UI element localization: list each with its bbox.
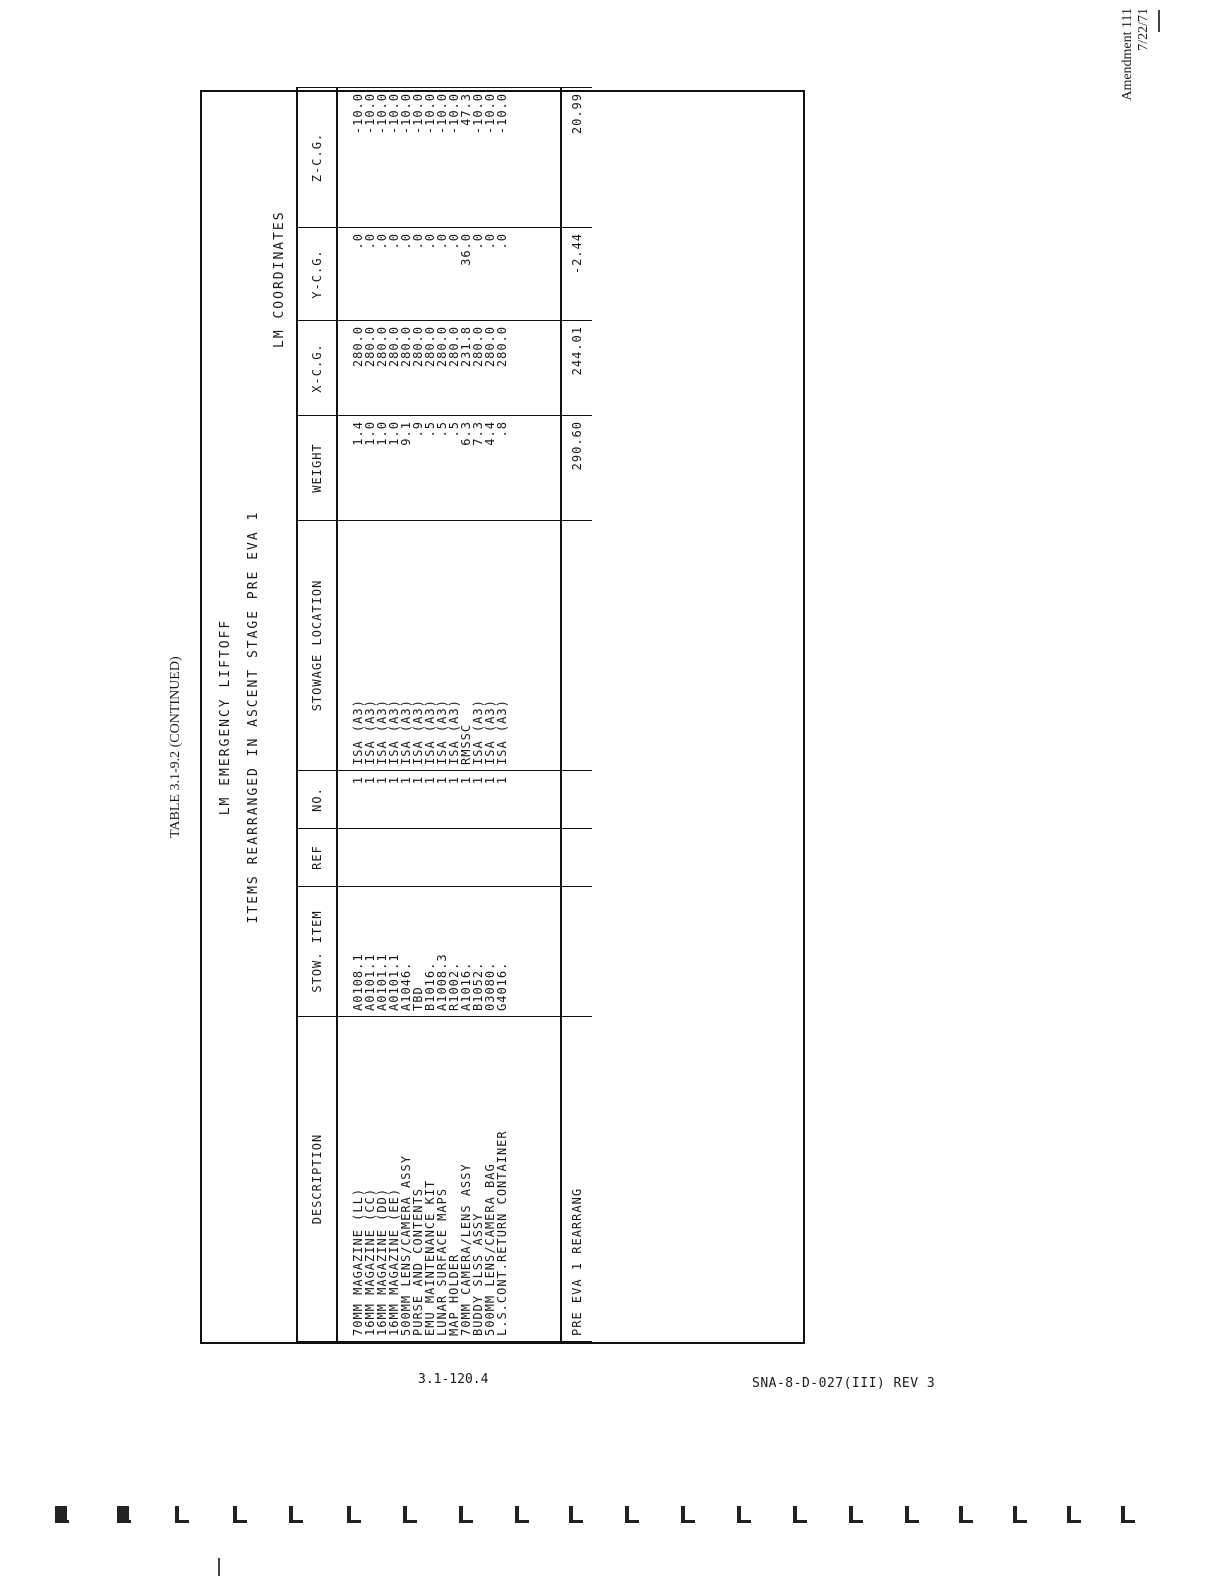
cell-stowage-location: ISA (A3): [448, 521, 460, 771]
cell-stowage-location: ISA (A3): [400, 521, 412, 771]
cell-stow-item: A1016.: [460, 887, 472, 1017]
scan-mark: [1158, 10, 1160, 32]
cell-x-cg: 280.0: [337, 321, 364, 416]
cell-no: 1: [448, 771, 460, 829]
film-mark: [289, 1506, 303, 1524]
cell-no: 1: [472, 771, 484, 829]
cell-stow-item: R1002.: [448, 887, 460, 1017]
cell-ref: [472, 829, 484, 887]
cell-y-cg: .0: [376, 228, 388, 321]
cell-z-cg: -10.0: [496, 88, 508, 228]
cell-weight: 1.0: [376, 416, 388, 521]
cell-no: 1: [376, 771, 388, 829]
amendment-label: Amendment 111: [1120, 8, 1135, 101]
cell-y-cg: .0: [436, 228, 448, 321]
cell-ref: [484, 829, 496, 887]
cell-ref: [400, 829, 412, 887]
cell-weight: .8: [496, 416, 508, 521]
cell-description: MAP HOLDER: [448, 1017, 460, 1342]
cell-weight: 9.1: [400, 416, 412, 521]
film-mark: [625, 1506, 639, 1524]
spacer-cell: [508, 1017, 561, 1342]
table-title: TABLE 3.1-9.2 (CONTINUED): [168, 656, 183, 838]
table-row: [337, 88, 364, 1342]
cell-z-cg: -10.0: [376, 88, 388, 228]
cell-weight: .5: [424, 416, 436, 521]
cell-stowage-location: ISA (A3): [484, 521, 496, 771]
cell-weight: 1.0: [364, 416, 376, 521]
table-row: [448, 88, 460, 1342]
cell-y-cg: .0: [496, 228, 508, 321]
spacer-cell: [508, 228, 561, 321]
film-mark: [55, 1506, 69, 1524]
cell-description: 16MM MAGAZINE (DD): [376, 1017, 388, 1342]
film-mark: [849, 1506, 863, 1524]
cell-no: 1: [436, 771, 448, 829]
cell-y-cg: .0: [448, 228, 460, 321]
cell-stow-item: TBD: [412, 887, 424, 1017]
film-mark: [1067, 1506, 1081, 1524]
cell-x-cg: 280.0: [496, 321, 508, 416]
cell-z-cg: -10.0: [412, 88, 424, 228]
cell-description: 500MM LENS/CAMERA BAG: [484, 1017, 496, 1342]
cell-ref: [496, 829, 508, 887]
cell-y-cg: .0: [364, 228, 376, 321]
cell-z-cg: -10.0: [448, 88, 460, 228]
cell-weight: .5: [436, 416, 448, 521]
film-mark: [681, 1506, 695, 1524]
cell-stow-item: A0101.1: [376, 887, 388, 1017]
table-header-row: [297, 88, 337, 1342]
cell-stow-item: A0101.1: [364, 887, 376, 1017]
cell-stow-item: B1016.: [424, 887, 436, 1017]
cell-x-cg: 280.0: [388, 321, 400, 416]
cell-stowage-location: ISA (A3): [412, 521, 424, 771]
cell-ref: [376, 829, 388, 887]
spacer-cell: [508, 771, 561, 829]
cell-no: 1: [400, 771, 412, 829]
cell-stowage-location: ISA (A3): [472, 521, 484, 771]
cell-x-cg: 280.0: [400, 321, 412, 416]
cell-z-cg: -10.0: [388, 88, 400, 228]
cell-z-cg: -10.0: [400, 88, 412, 228]
cell-ref: [436, 829, 448, 887]
table-total-row: [561, 88, 592, 1342]
stowage-table-frame: [200, 90, 805, 1344]
cell-stow-item: A0101.1: [388, 887, 400, 1017]
cell-no: 1: [388, 771, 400, 829]
cell-description: 70MM MAGAZINE (LL): [337, 1017, 364, 1342]
cell-ref: [460, 829, 472, 887]
film-mark: [515, 1506, 529, 1524]
table-heading-1: LM EMERGENCY LIFTOFF: [218, 618, 233, 816]
cell-ref: [364, 829, 376, 887]
scan-mark: [218, 1558, 220, 1576]
cell-z-cg: -10.0: [484, 88, 496, 228]
total-blank-stowage: [561, 521, 592, 771]
table-row: [496, 88, 508, 1342]
cell-weight: 1.0: [388, 416, 400, 521]
col-y-cg: Y-C.G.: [297, 228, 337, 321]
cell-y-cg: .0: [400, 228, 412, 321]
cell-y-cg: .0: [337, 228, 364, 321]
cell-description: 16MM MAGAZINE (EE): [388, 1017, 400, 1342]
stowage-table: [296, 87, 592, 1342]
cell-description: 70MM CAMERA/LENS ASSY: [460, 1017, 472, 1342]
film-mark: [347, 1506, 361, 1524]
cell-ref: [448, 829, 460, 887]
cell-weight: 6.3: [460, 416, 472, 521]
cell-x-cg: 280.0: [484, 321, 496, 416]
film-mark: [233, 1506, 247, 1524]
spacer-cell: [508, 829, 561, 887]
cell-weight: 4.4: [484, 416, 496, 521]
cell-z-cg: -10.0: [364, 88, 376, 228]
cell-stowage-location: ISA (A3): [376, 521, 388, 771]
cell-ref: [412, 829, 424, 887]
lm-coordinates-label: LM COORDINATES: [272, 210, 287, 348]
film-mark: [1013, 1506, 1027, 1524]
cell-stow-item: 03080.: [484, 887, 496, 1017]
film-mark: [459, 1506, 473, 1524]
cell-no: 1: [337, 771, 364, 829]
cell-no: 1: [496, 771, 508, 829]
total-label: PRE EVA 1 REARRANG: [561, 1017, 592, 1342]
film-mark: [569, 1506, 583, 1524]
spacer-cell: [508, 321, 561, 416]
cell-x-cg: 231.8: [460, 321, 472, 416]
cell-stow-item: A1046.: [400, 887, 412, 1017]
film-mark: [175, 1506, 189, 1524]
cell-z-cg: -10.0: [337, 88, 364, 228]
cell-weight: .9: [412, 416, 424, 521]
cell-stowage-location: ISA (A3): [496, 521, 508, 771]
film-mark: [959, 1506, 973, 1524]
cell-stow-item: B1052.: [472, 887, 484, 1017]
cell-no: 1: [424, 771, 436, 829]
cell-z-cg: -10.0: [424, 88, 436, 228]
cell-description: PURSE AND CONTENTS: [412, 1017, 424, 1342]
cell-stowage-location: ISA (A3): [424, 521, 436, 771]
total-y-cg: -2.44: [561, 228, 592, 321]
total-blank-no: [561, 771, 592, 829]
film-mark: [737, 1506, 751, 1524]
cell-x-cg: 280.0: [364, 321, 376, 416]
cell-stow-item: A1008.3: [436, 887, 448, 1017]
cell-stowage-location: ISA (A3): [388, 521, 400, 771]
spacer-cell: [508, 521, 561, 771]
cell-x-cg: 280.0: [472, 321, 484, 416]
film-mark: [793, 1506, 807, 1524]
spacer-cell: [508, 887, 561, 1017]
cell-stowage-location: ISA (A3): [436, 521, 448, 771]
total-blank-stow: [561, 887, 592, 1017]
cell-description: EMU MAINTENANCE KIT: [424, 1017, 436, 1342]
page-number: 3.1-120.4: [418, 1372, 489, 1387]
microfilm-marks: [55, 1506, 1155, 1532]
cell-y-cg: .0: [484, 228, 496, 321]
col-description: DESCRIPTION: [297, 1017, 337, 1342]
amendment-note: [1120, 8, 1152, 118]
cell-x-cg: 280.0: [376, 321, 388, 416]
film-mark: [117, 1506, 131, 1524]
cell-description: L.S.CONT.RETURN CONTAINER: [496, 1017, 508, 1342]
col-weight: WEIGHT: [297, 416, 337, 521]
table-heading-2: ITEMS REARRANGED IN ASCENT STAGE PRE EVA 1: [246, 510, 261, 924]
cell-y-cg: 36.0: [460, 228, 472, 321]
col-stowage-location: STOWAGE LOCATION: [297, 521, 337, 771]
spacer-cell: [508, 416, 561, 521]
cell-description: BUDDY SLSS ASSY: [472, 1017, 484, 1342]
cell-z-cg: 47.3: [460, 88, 472, 228]
table-heading-area: [202, 92, 296, 1342]
cell-z-cg: -10.0: [436, 88, 448, 228]
spacer-cell: [508, 88, 561, 228]
cell-ref: [337, 829, 364, 887]
total-blank-ref: [561, 829, 592, 887]
cell-description: 500MM LENS/CAMERA ASSY: [400, 1017, 412, 1342]
col-z-cg: Z-C.G.: [297, 88, 337, 228]
cell-no: 1: [460, 771, 472, 829]
cell-x-cg: 280.0: [412, 321, 424, 416]
document-id: SNA-8-D-027(III) REV 3: [752, 1376, 936, 1391]
col-no: NO.: [297, 771, 337, 829]
cell-no: 1: [364, 771, 376, 829]
film-mark: [1121, 1506, 1135, 1524]
cell-stowage-location: ISA (A3): [337, 521, 364, 771]
total-z-cg: 20.99: [561, 88, 592, 228]
cell-stow-item: A0108.1: [337, 887, 364, 1017]
cell-z-cg: -10.0: [472, 88, 484, 228]
amendment-date: 7/22/71: [1136, 8, 1151, 51]
total-weight: 290.60: [561, 416, 592, 521]
cell-ref: [424, 829, 436, 887]
col-ref: REF: [297, 829, 337, 887]
cell-no: 1: [412, 771, 424, 829]
cell-weight: 1.4: [337, 416, 364, 521]
cell-x-cg: 280.0: [436, 321, 448, 416]
cell-y-cg: .0: [388, 228, 400, 321]
cell-description: LUNAR SURFACE MAPS: [436, 1017, 448, 1342]
cell-stowage-location: ISA (A3): [364, 521, 376, 771]
cell-y-cg: .0: [424, 228, 436, 321]
total-x-cg: 244.01: [561, 321, 592, 416]
cell-stowage-location: RMSSC: [460, 521, 472, 771]
table-spacer-row: [508, 88, 561, 1342]
cell-x-cg: 280.0: [448, 321, 460, 416]
cell-no: 1: [484, 771, 496, 829]
cell-y-cg: .0: [472, 228, 484, 321]
cell-ref: [388, 829, 400, 887]
col-stow-item: STOW. ITEM: [297, 887, 337, 1017]
cell-stow-item: G4016.: [496, 887, 508, 1017]
col-x-cg: X-C.G.: [297, 321, 337, 416]
cell-weight: .5: [448, 416, 460, 521]
cell-y-cg: .0: [412, 228, 424, 321]
cell-description: 16MM MAGAZINE (CC): [364, 1017, 376, 1342]
cell-weight: 7.3: [472, 416, 484, 521]
film-mark: [905, 1506, 919, 1524]
cell-x-cg: 280.0: [424, 321, 436, 416]
film-mark: [403, 1506, 417, 1524]
table-body: [337, 88, 561, 1342]
